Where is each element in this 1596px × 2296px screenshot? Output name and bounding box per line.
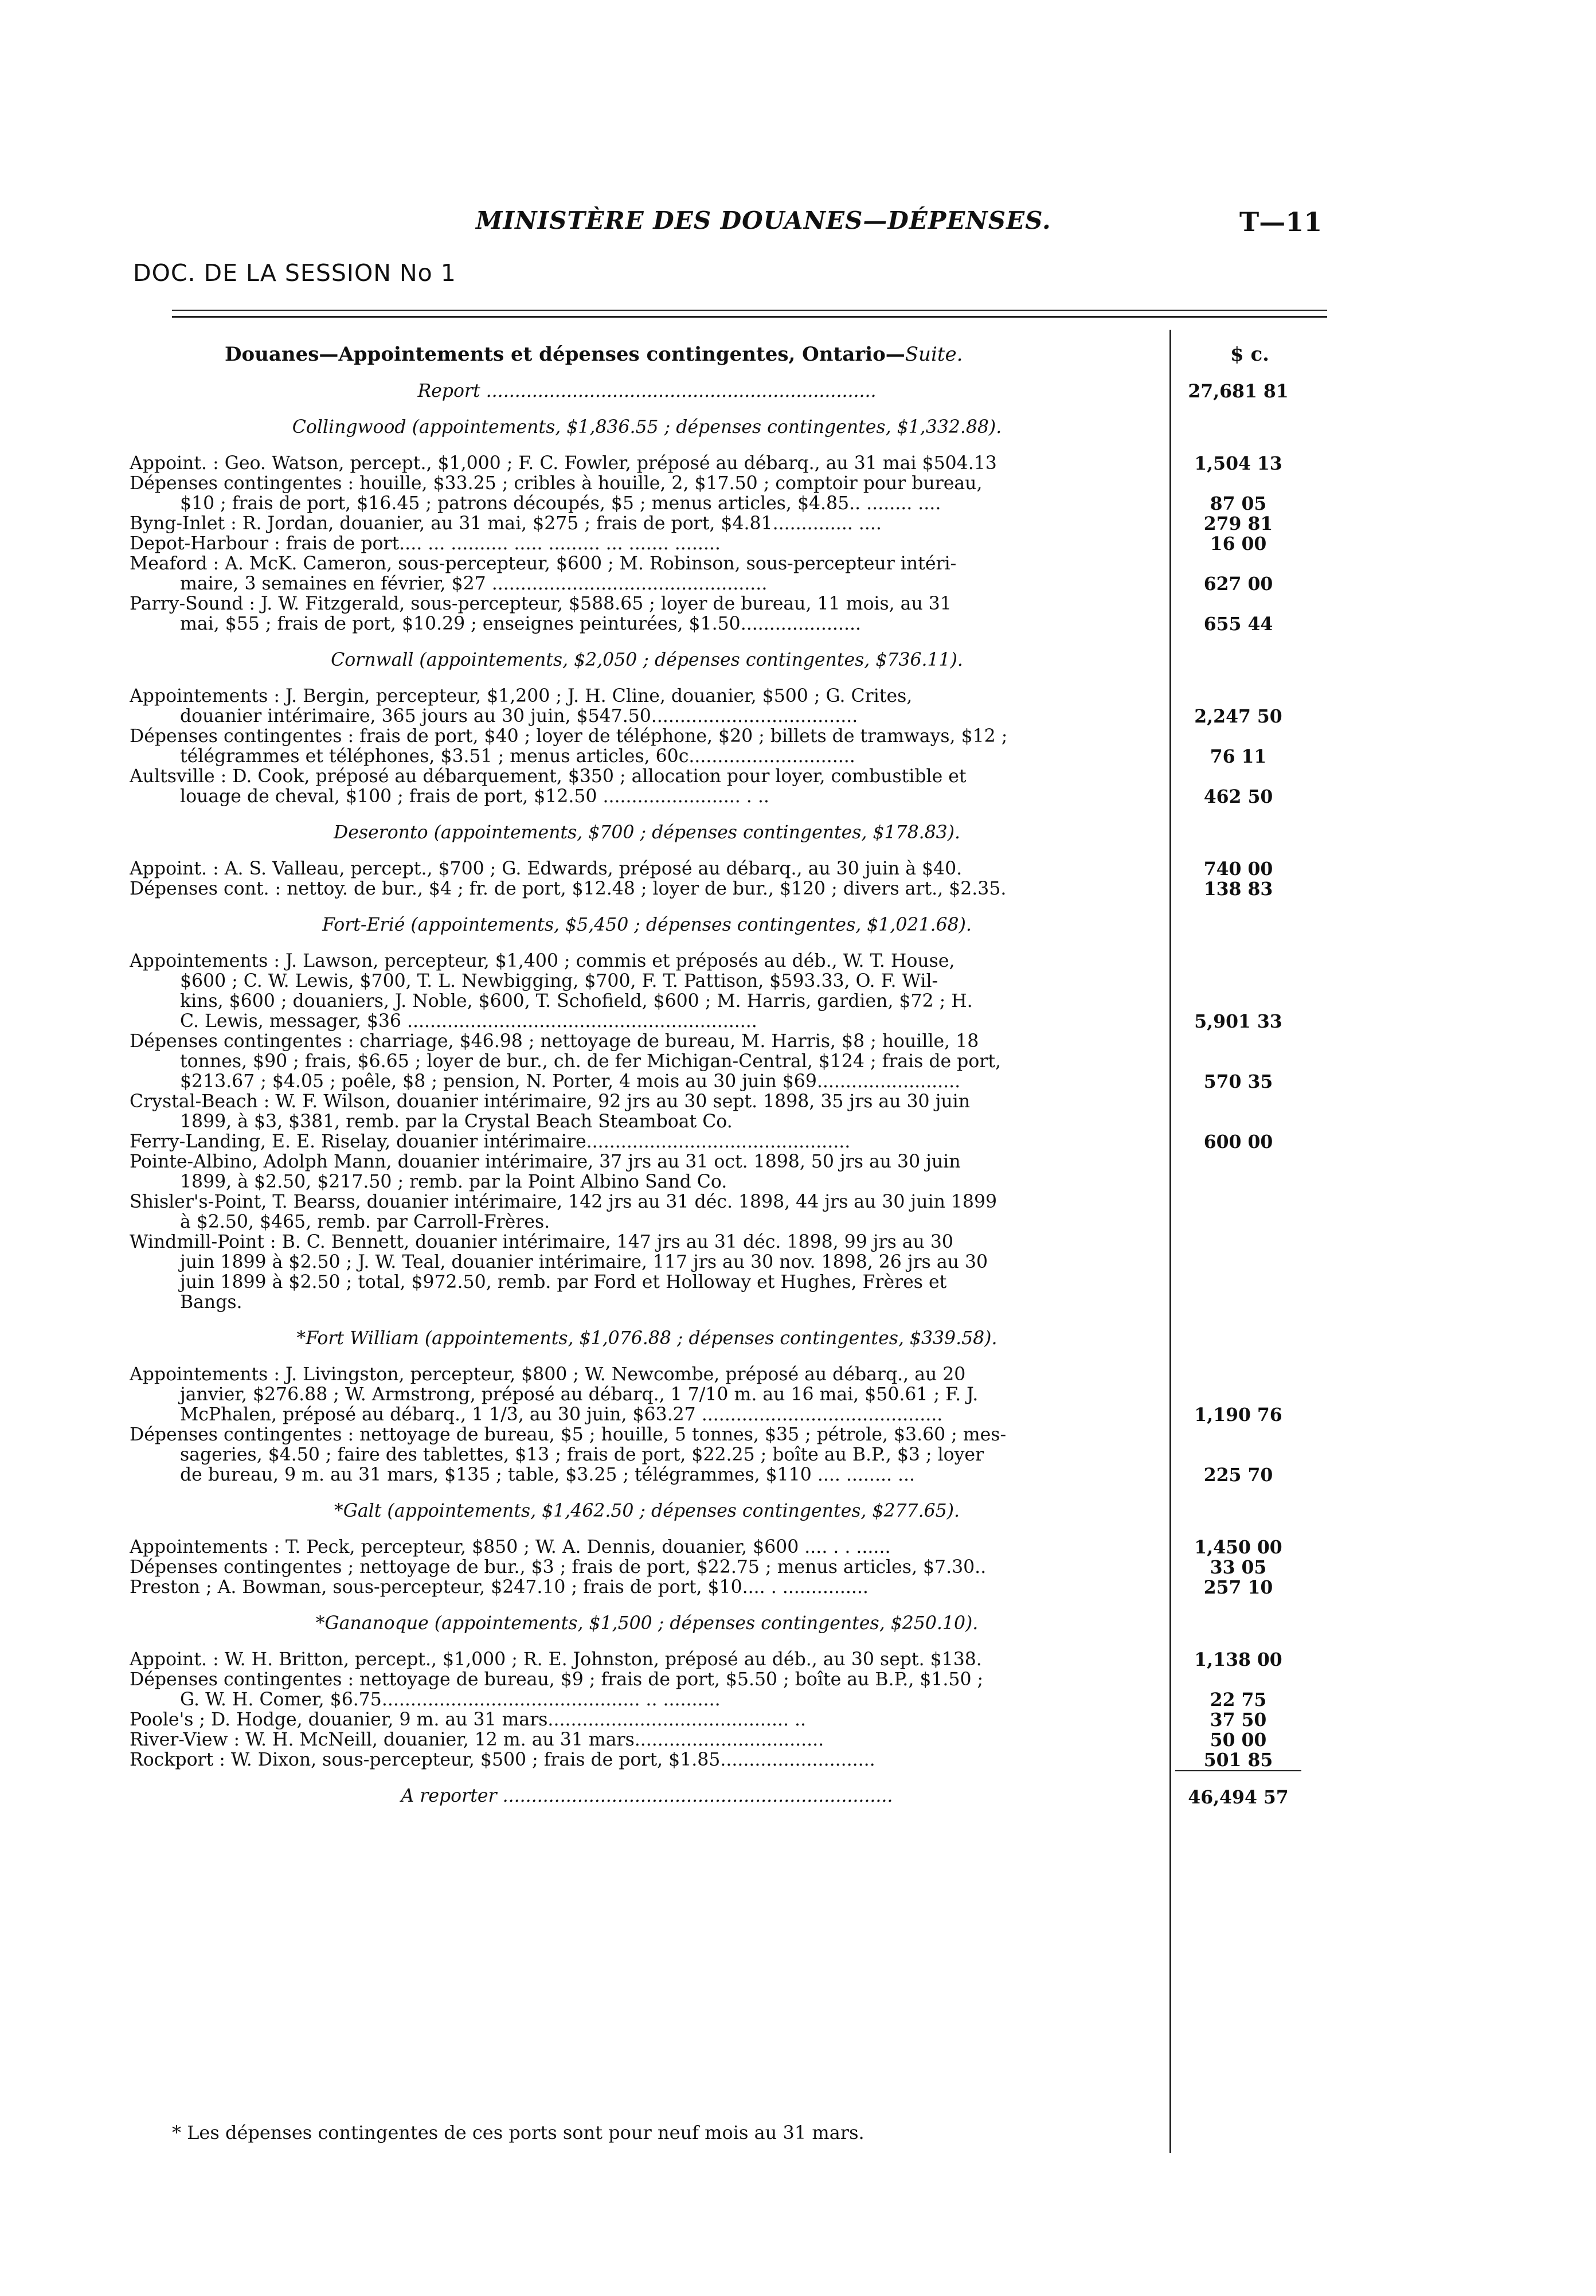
amount-cell: 1,504 13 <box>1194 453 1282 474</box>
spacer <box>130 1349 1164 1365</box>
spacer <box>130 1634 1164 1650</box>
amount-cell: 33 05 <box>1210 1557 1267 1578</box>
entry-line: Dépenses contingentes : houille, $33.25 ; cribles à houille, 2, $17.50 ; comptoir pour bureau, <box>130 474 983 494</box>
entry-line: douanier intérimaire, 365 jours au 30 juin, $547.50.................................... <box>180 706 858 727</box>
spacer <box>1175 1598 1301 1614</box>
amount-cell <box>1175 971 1301 991</box>
amount-cell <box>1175 1385 1301 1405</box>
entry-line: Bangs. <box>180 1293 242 1313</box>
entry-line: Crystal-Beach : W. F. Wilson, douanier intérimaire, 92 jrs au 30 sept. 1898, 35 jrs au 30 juin <box>130 1092 971 1112</box>
amount-cell <box>1175 1293 1301 1313</box>
amount-cell <box>1175 1232 1301 1252</box>
amount-cell <box>1175 554 1301 574</box>
entry-line: tonnes, $90 ; frais, $6.65 ; loyer de bur., ch. de fer Michigan-Central, $124 ; frais de port, <box>180 1052 1002 1072</box>
amount-cell <box>1175 1445 1301 1465</box>
section-heading: Fort-Erié (appointements, $5,450 ; dépenses contingentes, $1,021.68). <box>322 915 972 935</box>
amount-cell <box>1175 1112 1301 1132</box>
page-number: T—11 <box>1239 206 1323 237</box>
spacer <box>130 1313 1164 1329</box>
amount-cell <box>1175 1092 1301 1112</box>
entry-line: Shisler's-Point, T. Bearss, douanier intérimaire, 142 jrs au 31 déc. 1898, 44 jrs au 30 juin 1899 <box>130 1192 998 1212</box>
entry-line: juin 1899 à $2.50 ; total, $972.50, remb. par Ford et Holloway et Hughes, Frères et <box>180 1272 947 1293</box>
amount-cell: 1,450 00 <box>1194 1537 1282 1558</box>
spacer <box>1175 935 1301 951</box>
amount-cell <box>1175 1614 1301 1634</box>
entry-line: kins, $600 ; douaniers, J. Noble, $600, T. Schofield, $600 ; M. Harris, gardien, $72 ; H. <box>180 991 973 1012</box>
entry-line: Poole's ; D. Hodge, douanier, 9 m. au 31 mars.......................................... .. <box>130 1710 807 1730</box>
entry-line: mai, $55 ; frais de port, $10.29 ; enseignes peinturées, $1.50..................... <box>180 614 861 634</box>
spacer <box>1175 1634 1301 1650</box>
spacer <box>130 670 1164 686</box>
entry-line: Dépenses contingentes : nettoyage de bureau, $5 ; houille, 5 tonnes, $35 ; pétrole, $3.60 ; mes- <box>130 1425 1007 1445</box>
entry-line: janvier, $276.88 ; W. Armstrong, préposé au débarq., 1 7/10 m. au 16 mai, $50.61 ; F. J. <box>180 1385 979 1405</box>
entry-line: de bureau, 9 m. au 31 mars, $135 ; table, $3.25 ; télégrammes, $110 .... ........ ... <box>180 1465 916 1485</box>
amount-cell: 279 81 <box>1203 513 1273 534</box>
entry-line: Aultsville : D. Cook, préposé au débarquement, $350 ; allocation pour loyer, combustible et <box>130 767 967 787</box>
amount-cell <box>1175 1670 1301 1690</box>
amount-cell: 600 00 <box>1203 1131 1273 1153</box>
entry-line: Parry-Sound : J. W. Fitzgerald, sous-percepteur, $588.65 ; loyer de bureau, 11 mois, au 31 <box>130 594 952 614</box>
amount-cell <box>1175 474 1301 494</box>
spacer <box>130 401 1164 417</box>
spacer <box>130 1521 1164 1537</box>
entry-line: McPhalen, préposé au débarq., 1 1/3, au 30 juin, $63.27 .......................................... <box>180 1405 943 1425</box>
amount-cell <box>1175 991 1301 1012</box>
entry-line: Dépenses contingentes : frais de port, $40 ; loyer de téléphone, $20 ; billets de tramways, $12 ; <box>130 727 1008 747</box>
amount-cell: 5,901 33 <box>1194 1011 1282 1032</box>
amount-cell: 2,247 50 <box>1194 706 1282 727</box>
entry-line: Rockport : W. Dixon, sous-percepteur, $500 ; frais de port, $1.85........................... <box>130 1750 875 1770</box>
amount-cell: 740 00 <box>1203 858 1273 880</box>
amount-cell: 87 05 <box>1210 493 1267 514</box>
amount-cell <box>1175 1501 1301 1521</box>
spacer <box>1175 634 1301 650</box>
spacer <box>1175 670 1301 686</box>
amount-cell: 16 00 <box>1210 533 1267 555</box>
amount-cell: 76 11 <box>1210 746 1267 767</box>
section-heading: Deseronto (appointements, $700 ; dépenses contingentes, $178.83). <box>333 823 961 843</box>
amount-cell: 27,681 81 <box>1188 381 1289 402</box>
spacer <box>1175 807 1301 823</box>
entry-line: Preston ; A. Bowman, sous-percepteur, $247.10 ; frais de port, $10.... . ............... <box>130 1577 869 1598</box>
entry-line: Pointe-Albino, Adolph Mann, douanier intérimaire, 37 jrs au 31 oct. 1898, 50 jrs au 30 juin <box>130 1152 961 1172</box>
amount-cell <box>1175 1425 1301 1445</box>
amount-cell <box>1175 1032 1301 1052</box>
entry-line: Dépenses contingentes : nettoyage de bureau, $9 ; frais de port, $5.50 ; boîte au B.P., $1.50 ; <box>130 1670 984 1690</box>
amount-cell <box>1175 1212 1301 1232</box>
spacer <box>130 1485 1164 1501</box>
entry-line: 1899, à $2.50, $217.50 ; remb. par la Point Albino Sand Co. <box>180 1172 727 1192</box>
entry-line: Ferry-Landing, E. E. Riselay, douanier intérimaire.............................................. <box>130 1132 851 1152</box>
entry-line: Dépenses contingentes ; nettoyage de bur., $3 ; frais de port, $22.75 ; menus articles, $7.30.. <box>130 1557 987 1577</box>
spacer <box>1175 1313 1301 1329</box>
amount-cell: 627 00 <box>1203 573 1273 595</box>
amount-cell <box>1175 1052 1301 1072</box>
amount-cell <box>1175 594 1301 614</box>
entry-line: Appointements : J. Livingston, percepteur, $800 ; W. Newcombe, préposé au débarq., au 20 <box>130 1365 966 1385</box>
entry-line: Appoint. : A. S. Valleau, percept., $700 ; G. Edwards, préposé au débarq., au 30 juin à $40. <box>130 859 963 879</box>
spacer <box>1175 438 1301 454</box>
entry-line: $10 ; frais de port, $16.45 ; patrons découpés, $5 ; menus articles, $4.85.. ........ .... <box>180 494 941 514</box>
spacer <box>130 935 1164 951</box>
header-rule-top <box>172 310 1327 311</box>
entry-line: sageries, $4.50 ; faire des tablettes, $13 ; frais de port, $22.25 ; boîte au B.P., $3 ; loyer <box>180 1445 984 1465</box>
entry-line: Appoint. : Geo. Watson, percept., $1,000 ; F. C. Fowler, préposé au débarq., au 31 mai $504.13 <box>130 454 997 474</box>
spacer <box>1175 1349 1301 1365</box>
amount-cell: 1,138 00 <box>1194 1649 1282 1670</box>
footnote: * Les dépenses contingentes de ces ports sont pour neuf mois au 31 mars. <box>172 2122 864 2143</box>
entry-line: 1899, à $3, $381, remb. par la Crystal Beach Steamboat Co. <box>180 1112 733 1132</box>
amount-cell <box>1175 686 1301 706</box>
amount-cell: 225 70 <box>1203 1465 1273 1486</box>
amount-column <box>1175 381 1301 1807</box>
section-heading: A reporter .................................................................... <box>401 1786 893 1806</box>
amount-cell <box>1175 417 1301 438</box>
section-heading: *Galt (appointements, $1,462.50 ; dépenses contingentes, $277.65). <box>334 1501 960 1521</box>
amount-cell <box>1175 650 1301 670</box>
amount-cell <box>1175 915 1301 935</box>
entry-line: Appointements : T. Peck, percepteur, $850 ; W. A. Dennis, douanier, $600 .... . . ...... <box>130 1537 891 1557</box>
entry-list <box>130 381 1164 1806</box>
amount-cell: 257 10 <box>1203 1577 1273 1598</box>
spacer <box>130 1598 1164 1614</box>
amount-cell <box>1175 727 1301 747</box>
entry-line: juin 1899 à $2.50 ; J. W. Teal, douanier intérimaire, 117 jrs au 30 nov. 1898, 26 jrs au 30 <box>180 1252 988 1272</box>
spacer <box>130 1770 1164 1786</box>
amount-cell <box>1175 1252 1301 1272</box>
amount-cell <box>1175 1192 1301 1212</box>
amount-cell: 462 50 <box>1203 786 1273 807</box>
spacer <box>130 438 1164 454</box>
section-heading: Cornwall (appointements, $2,050 ; dépenses contingentes, $736.11). <box>331 650 963 670</box>
spacer <box>1175 843 1301 859</box>
entry-line: Byng-Inlet : R. Jordan, douanier, au 31 mai, $275 ; frais de port, $4.81.............. .... <box>130 514 882 534</box>
entry-line: Windmill-Point : B. C. Bennett, douanier intérimaire, 147 jrs au 31 déc. 1898, 99 jrs au 30 <box>130 1232 953 1252</box>
amount-cell <box>1175 1172 1301 1192</box>
entry-line: Dépenses cont. : nettoy. de bur., $4 ; fr. de port, $12.48 ; loyer de bur., $120 ; divers art., $2.35. <box>130 879 1007 899</box>
entry-line: louage de cheval, $100 ; frais de port, $12.50 ........................ . .. <box>180 787 769 807</box>
amount-cell: 138 83 <box>1203 878 1273 900</box>
amount-cell: 46,494 57 <box>1188 1787 1289 1808</box>
amount-cell <box>1175 823 1301 843</box>
entry-line: Appointements : J. Bergin, percepteur, $1,200 ; J. H. Cline, douanier, $500 ; G. Crites, <box>130 686 913 706</box>
entry-line: $600 ; C. W. Lewis, $700, T. L. Newbigging, $700, F. T. Pattison, $593.33, O. F. Wil- <box>180 971 938 991</box>
spacer <box>130 843 1164 859</box>
session-label: DOC. DE LA SESSION No 1 <box>133 259 456 287</box>
amount-cell <box>1175 767 1301 787</box>
spacer <box>1175 1521 1301 1537</box>
amount-cell: 655 44 <box>1203 614 1273 635</box>
entry-line: Dépenses contingentes : charriage, $46.98 ; nettoyage de bureau, M. Harris, $8 ; houille, 18 <box>130 1032 979 1052</box>
section-heading: Collingwood (appointements, $1,836.55 ; dépenses contingentes, $1,332.88). <box>292 417 1002 438</box>
amount-cell <box>1175 1329 1301 1349</box>
amount-cell: 1,190 76 <box>1194 1404 1282 1426</box>
spacer <box>1175 1485 1301 1501</box>
running-title: MINISTÈRE DES DOUANES—DÉPENSES. <box>476 206 1051 235</box>
entry-line: Appoint. : W. H. Britton, percept., $1,000 ; R. E. Johnston, préposé au déb., au 30 sept. $138. <box>130 1650 982 1670</box>
spacer <box>130 899 1164 915</box>
table-heading <box>225 343 963 366</box>
amount-cell: 22 75 <box>1210 1689 1267 1711</box>
entry-line: G. W. H. Comer, $6.75............................................. .. .......... <box>180 1690 721 1710</box>
amount-cell: 50 00 <box>1210 1729 1267 1751</box>
section-heading: *Gananoque (appointements, $1,500 ; dépenses contingentes, $250.10). <box>315 1614 979 1634</box>
section-heading: Report .................................................................... <box>417 381 877 401</box>
entry-line: $213.67 ; $4.05 ; poêle, $8 ; pension, N. Porter, 4 mois au 30 juin $69......................... <box>180 1072 961 1092</box>
entry-line: C. Lewis, messager, $36 ............................................................. <box>180 1012 757 1032</box>
table-heading-main: Douanes—Appointements et dépenses contingentes, Ontario— <box>225 343 905 366</box>
amount-cell: 570 35 <box>1203 1071 1273 1092</box>
section-heading: *Fort William (appointements, $1,076.88 ; dépenses contingentes, $339.58). <box>296 1329 998 1349</box>
entry-line: River-View : W. H. McNeill, douanier, 12 m. au 31 mars................................. <box>130 1730 824 1750</box>
amount-cell <box>1175 1365 1301 1385</box>
amount-cell <box>1175 1152 1301 1172</box>
entry-line: télégrammes et téléphones, $3.51 ; menus articles, 60c............................. <box>180 747 855 767</box>
table-heading-suite: Suite. <box>905 343 963 366</box>
spacer <box>130 807 1164 823</box>
amount-cell: 501 85 <box>1175 1750 1301 1771</box>
spacer <box>1175 899 1301 915</box>
spacer <box>130 634 1164 650</box>
header-rule-bottom <box>172 316 1327 318</box>
entry-line: à $2.50, $465, remb. par Carroll-Frères. <box>180 1212 550 1232</box>
spacer <box>1175 1771 1301 1787</box>
entry-line: maire, 3 semaines en février, $27 ................................................ <box>180 574 768 594</box>
amount-cell <box>1175 951 1301 971</box>
amount-cell <box>1175 1272 1301 1293</box>
entry-line: Appointements : J. Lawson, percepteur, $1,400 ; commis et préposés au déb., W. T. House, <box>130 951 955 971</box>
column-divider <box>1169 330 1171 2153</box>
entry-line: Depot-Harbour : frais de port.... ... .......... ..... ......... ... ....... ........ <box>130 534 721 554</box>
amount-column-header: $ c. <box>1230 343 1270 366</box>
entry-line: Meaford : A. McK. Cameron, sous-percepteur, $600 ; M. Robinson, sous-percepteur intéri- <box>130 554 957 574</box>
amount-cell: 37 50 <box>1210 1709 1267 1731</box>
spacer <box>1175 401 1301 417</box>
